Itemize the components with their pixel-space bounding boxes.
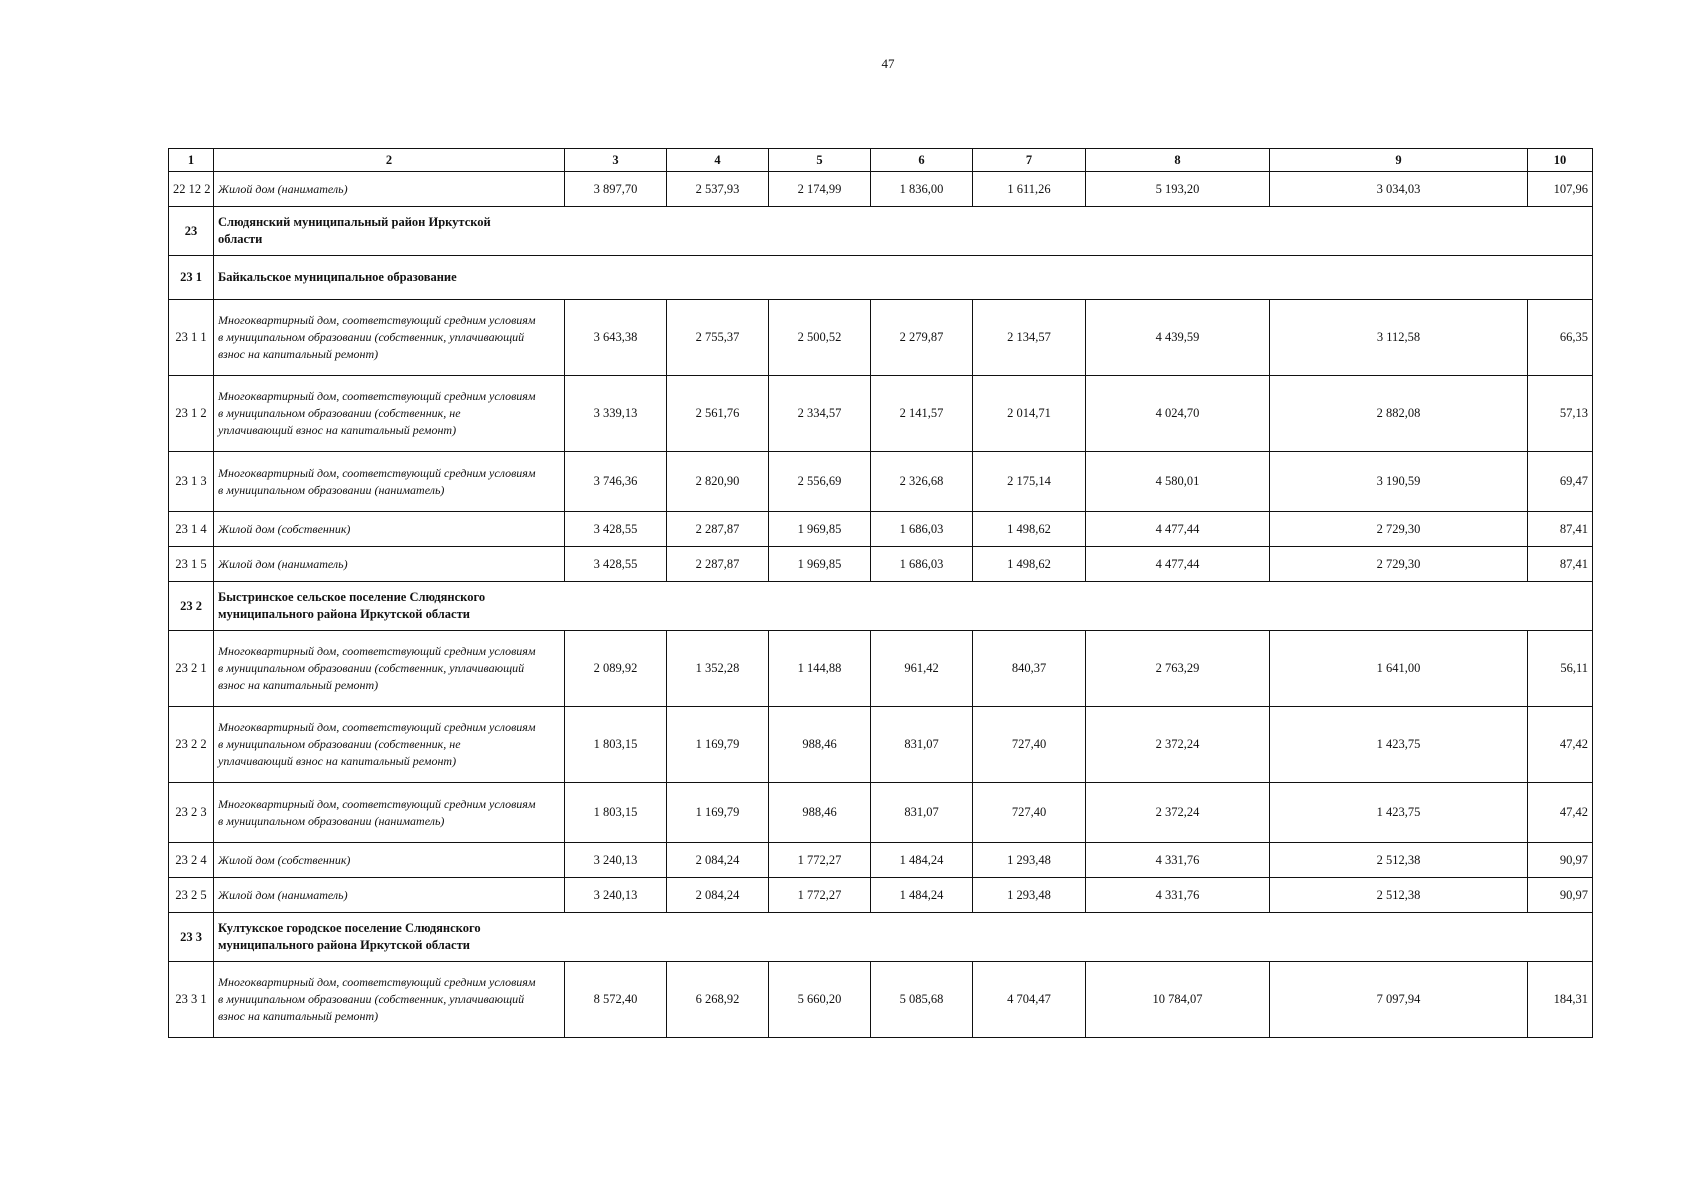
row-code: 23 1 1 (169, 300, 214, 376)
value-cell: 57,13 (1528, 376, 1593, 452)
row-name: Многоквартирный дом, соответствующий средним условиям в муниципальном образовании (собственник, уплачивающий взнос на капитальный ремонт) (214, 300, 565, 376)
row-code: 23 (169, 207, 214, 256)
table-row (169, 172, 1593, 207)
value-cell: 66,35 (1528, 300, 1593, 376)
table-row (169, 707, 1593, 783)
section-row (169, 256, 1593, 300)
value-cell: 2 556,69 (769, 452, 871, 512)
table-row (169, 452, 1593, 512)
row-code: 23 2 4 (169, 843, 214, 878)
value-cell: 3 190,59 (1270, 452, 1528, 512)
value-cell: 3 643,38 (565, 300, 667, 376)
value-cell: 1 686,03 (871, 512, 973, 547)
value-cell: 840,37 (973, 631, 1086, 707)
table-row (169, 300, 1593, 376)
value-cell: 90,97 (1528, 843, 1593, 878)
value-cell: 5 660,20 (769, 962, 871, 1038)
value-cell: 2 755,37 (667, 300, 769, 376)
tariff-table (168, 148, 1593, 1038)
value-cell: 184,31 (1528, 962, 1593, 1038)
value-cell: 1 293,48 (973, 878, 1086, 913)
value-cell: 4 331,76 (1086, 878, 1270, 913)
value-cell: 4 331,76 (1086, 843, 1270, 878)
value-cell: 3 746,36 (565, 452, 667, 512)
header-cell: 5 (769, 149, 871, 172)
section-row (169, 913, 1593, 962)
header-cell: 6 (871, 149, 973, 172)
section-title: Слюдянский муниципальный район Иркутской области (214, 207, 1593, 256)
value-cell: 4 477,44 (1086, 547, 1270, 582)
row-code: 23 1 4 (169, 512, 214, 547)
value-cell: 7 097,94 (1270, 962, 1528, 1038)
row-code: 23 1 3 (169, 452, 214, 512)
value-cell: 8 572,40 (565, 962, 667, 1038)
value-cell: 4 704,47 (973, 962, 1086, 1038)
value-cell: 1 641,00 (1270, 631, 1528, 707)
section-row (169, 207, 1593, 256)
value-cell: 2 882,08 (1270, 376, 1528, 452)
value-cell: 2 014,71 (973, 376, 1086, 452)
header-cell: 1 (169, 149, 214, 172)
value-cell: 1 803,15 (565, 783, 667, 843)
value-cell: 2 287,87 (667, 512, 769, 547)
value-cell: 2 141,57 (871, 376, 973, 452)
row-name: Многоквартирный дом, соответствующий средним условиям в муниципальном образовании (собственник, не уплачивающий взнос на капитальный ремонт) (214, 707, 565, 783)
value-cell: 4 580,01 (1086, 452, 1270, 512)
value-cell: 2 372,24 (1086, 707, 1270, 783)
value-cell: 1 498,62 (973, 547, 1086, 582)
value-cell: 2 334,57 (769, 376, 871, 452)
row-code: 23 3 (169, 913, 214, 962)
value-cell: 1 803,15 (565, 707, 667, 783)
value-cell: 4 439,59 (1086, 300, 1270, 376)
section-title: Култукское городское поселение Слюдянского муниципального района Иркутской области (214, 913, 1593, 962)
section-title: Быстринское сельское поселение Слюдянского муниципального района Иркутской области (214, 582, 1593, 631)
value-cell: 2 729,30 (1270, 547, 1528, 582)
value-cell: 1 484,24 (871, 878, 973, 913)
table-row (169, 962, 1593, 1038)
header-cell: 4 (667, 149, 769, 172)
row-name: Многоквартирный дом, соответствующий средним условиям в муниципальном образовании (собственник, не уплачивающий взнос на капитальный ремонт) (214, 376, 565, 452)
table-row (169, 512, 1593, 547)
page-number: 47 (881, 56, 895, 71)
section-row (169, 582, 1593, 631)
value-cell: 3 112,58 (1270, 300, 1528, 376)
value-cell: 90,97 (1528, 878, 1593, 913)
row-name: Многоквартирный дом, соответствующий средним условиям в муниципальном образовании (наниматель) (214, 783, 565, 843)
value-cell: 87,41 (1528, 547, 1593, 582)
value-cell: 988,46 (769, 707, 871, 783)
table-row (169, 376, 1593, 452)
value-cell: 1 686,03 (871, 547, 973, 582)
value-cell: 107,96 (1528, 172, 1593, 207)
row-code: 23 3 1 (169, 962, 214, 1038)
value-cell: 1 969,85 (769, 547, 871, 582)
value-cell: 831,07 (871, 707, 973, 783)
value-cell: 6 268,92 (667, 962, 769, 1038)
table-row (169, 783, 1593, 843)
row-name: Жилой дом (собственник) (214, 843, 565, 878)
value-cell: 3 897,70 (565, 172, 667, 207)
table-row (169, 878, 1593, 913)
value-cell: 2 500,52 (769, 300, 871, 376)
value-cell: 727,40 (973, 783, 1086, 843)
row-name: Жилой дом (собственник) (214, 512, 565, 547)
header-cell: 2 (214, 149, 565, 172)
value-cell: 2 512,38 (1270, 843, 1528, 878)
row-code: 23 1 (169, 256, 214, 300)
row-name: Многоквартирный дом, соответствующий средним условиям в муниципальном образовании (наниматель) (214, 452, 565, 512)
header-row (169, 149, 1593, 172)
header-cell: 7 (973, 149, 1086, 172)
row-code: 22 12 2 (169, 172, 214, 207)
value-cell: 10 784,07 (1086, 962, 1270, 1038)
value-cell: 1 144,88 (769, 631, 871, 707)
value-cell: 2 729,30 (1270, 512, 1528, 547)
value-cell: 4 477,44 (1086, 512, 1270, 547)
header-cell: 3 (565, 149, 667, 172)
value-cell: 2 537,93 (667, 172, 769, 207)
table-row (169, 631, 1593, 707)
row-code: 23 2 2 (169, 707, 214, 783)
value-cell: 3 240,13 (565, 843, 667, 878)
table-row (169, 843, 1593, 878)
value-cell: 1 484,24 (871, 843, 973, 878)
value-cell: 1 423,75 (1270, 707, 1528, 783)
value-cell: 47,42 (1528, 783, 1593, 843)
value-cell: 2 279,87 (871, 300, 973, 376)
value-cell: 69,47 (1528, 452, 1593, 512)
row-name: Жилой дом (наниматель) (214, 172, 565, 207)
value-cell: 2 763,29 (1086, 631, 1270, 707)
value-cell: 2 372,24 (1086, 783, 1270, 843)
value-cell: 1 772,27 (769, 878, 871, 913)
value-cell: 727,40 (973, 707, 1086, 783)
row-name: Многоквартирный дом, соответствующий средним условиям в муниципальном образовании (собственник, уплачивающий взнос на капитальный ремонт) (214, 962, 565, 1038)
row-code: 23 2 5 (169, 878, 214, 913)
value-cell: 47,42 (1528, 707, 1593, 783)
value-cell: 1 352,28 (667, 631, 769, 707)
value-cell: 988,46 (769, 783, 871, 843)
row-code: 23 2 1 (169, 631, 214, 707)
value-cell: 1 498,62 (973, 512, 1086, 547)
value-cell: 4 024,70 (1086, 376, 1270, 452)
value-cell: 3 034,03 (1270, 172, 1528, 207)
value-cell: 2 287,87 (667, 547, 769, 582)
value-cell: 961,42 (871, 631, 973, 707)
value-cell: 1 169,79 (667, 783, 769, 843)
row-name: Жилой дом (наниматель) (214, 878, 565, 913)
value-cell: 3 428,55 (565, 512, 667, 547)
header-cell: 8 (1086, 149, 1270, 172)
row-code: 23 2 3 (169, 783, 214, 843)
value-cell: 2 084,24 (667, 843, 769, 878)
row-code: 23 2 (169, 582, 214, 631)
value-cell: 3 240,13 (565, 878, 667, 913)
value-cell: 2 175,14 (973, 452, 1086, 512)
table-body (169, 149, 1593, 1038)
value-cell: 2 174,99 (769, 172, 871, 207)
value-cell: 56,11 (1528, 631, 1593, 707)
value-cell: 1 969,85 (769, 512, 871, 547)
row-name: Многоквартирный дом, соответствующий средним условиям в муниципальном образовании (собственник, уплачивающий взнос на капитальный ремонт) (214, 631, 565, 707)
value-cell: 3 339,13 (565, 376, 667, 452)
value-cell: 2 084,24 (667, 878, 769, 913)
header-cell: 9 (1270, 149, 1528, 172)
header-cell: 10 (1528, 149, 1593, 172)
value-cell: 2 820,90 (667, 452, 769, 512)
value-cell: 1 836,00 (871, 172, 973, 207)
value-cell: 87,41 (1528, 512, 1593, 547)
value-cell: 831,07 (871, 783, 973, 843)
value-cell: 2 512,38 (1270, 878, 1528, 913)
value-cell: 5 193,20 (1086, 172, 1270, 207)
row-name: Жилой дом (наниматель) (214, 547, 565, 582)
value-cell: 1 423,75 (1270, 783, 1528, 843)
value-cell: 2 561,76 (667, 376, 769, 452)
value-cell: 2 326,68 (871, 452, 973, 512)
row-code: 23 1 2 (169, 376, 214, 452)
value-cell: 1 293,48 (973, 843, 1086, 878)
value-cell: 3 428,55 (565, 547, 667, 582)
value-cell: 1 169,79 (667, 707, 769, 783)
value-cell: 5 085,68 (871, 962, 973, 1038)
value-cell: 1 611,26 (973, 172, 1086, 207)
section-title: Байкальское муниципальное образование (214, 256, 1593, 300)
value-cell: 1 772,27 (769, 843, 871, 878)
row-code: 23 1 5 (169, 547, 214, 582)
table-row (169, 547, 1593, 582)
value-cell: 2 134,57 (973, 300, 1086, 376)
value-cell: 2 089,92 (565, 631, 667, 707)
